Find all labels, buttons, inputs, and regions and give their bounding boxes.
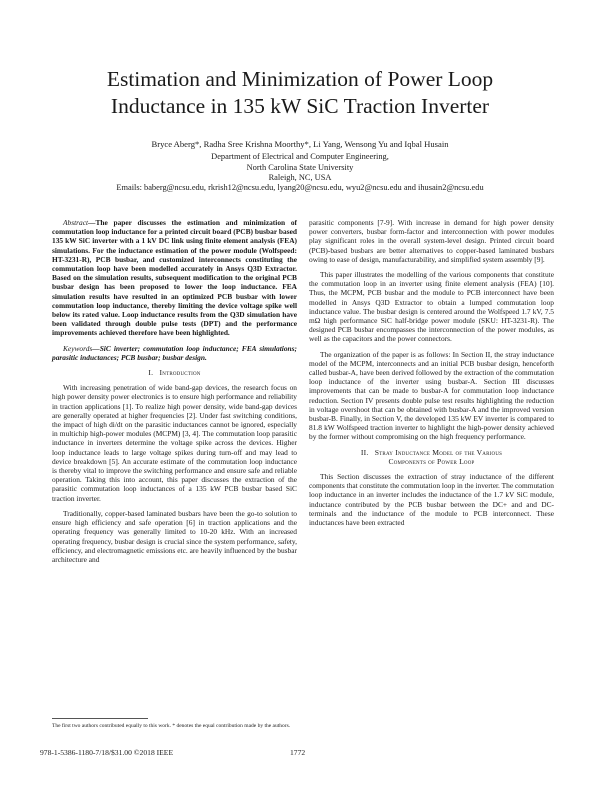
paragraph: With increasing penetration of wide band-gap devices, the research focus on high power density power electronics is to ensure high performance and reliability in traction applications [1]. To realize high power density, wide band-gap devices are generally operated at higher frequencies [2]. Under fast switching conditions, the impact of high di/dt on the parasitic inductances cannot be ignored, especially in multichip high-power modules (MCPM) [3, 4]. The commutation loop parasitic inductance in inverters determine the voltage spike across the devices. Higher loop inductance leads to large voltage spikes during turn-off and may lead to device breakdown [5]. An accurate estimate of the commutation loop inductance is thereby vital to improve the switching performance and ensure safe and reliable operation. Taking this into account, this paper discusses the extraction of the parasitic commutation loop inductances of a 135 kW PCB busbar based SiC traction inverter. bbox=[52, 383, 297, 503]
abstract bbox=[52, 218, 297, 338]
title-line-2: Inductance in 135 kW SiC Traction Inverter bbox=[110, 94, 490, 118]
paragraph: The organization of the paper is as follows: In Section II, the stray inductance model of the MCPM, interconnects and an initial PCB busbar design, henceforth called busbar-A, have been derived followed by the extraction of the commutation loop inductance of the inverter using busbar-A. Section III discusses improvements that can be made to busbar-A for commutation loop inductance reduction. Section IV presents double pulse test results highlighting the reduction in voltage overshoot that can be obtained with busbar-A and the improved version busbar-B. Finally, in Section V, the developed 135 kW EV inverter is compared to 81.8 kW Wolfspeed traction inverter to highlight the high-power density achieved by the former without compromising on the high frequency performance. bbox=[309, 349, 554, 442]
title-line-1: Estimation and Minimization of Power Loop bbox=[106, 67, 494, 91]
paragraph: parasitic components [7-9]. With increase in demand for high power density power converters, busbar form-factor and interconnection with power modules play significant roles in the overall system-level design. Printed circuit board (PCB)-based busbars are better alternatives to copper-based laminated busbars owing to ease of design, manufacturability, and simplified system assembly [9]. bbox=[309, 218, 554, 264]
abstract-label: Abstract bbox=[63, 218, 89, 227]
section-title-line-2: Components of Power Loop bbox=[388, 456, 475, 466]
footer-copyright: 978-1-5386-1180-7/18/$31.00 ©2018 IEEE bbox=[40, 748, 174, 757]
section-heading-introduction bbox=[52, 368, 297, 377]
section-heading-stray-inductance bbox=[309, 448, 554, 466]
section-number: I. bbox=[148, 368, 154, 378]
section-title: Introduction bbox=[159, 368, 201, 378]
keywords bbox=[52, 344, 297, 362]
abstract-text: —The paper discusses the estimation and minimization of commutation loop inductance for a printed circuit board (PCB) busbar based 135 kW SiC inverter with a 1 kV DC link using finite element analysis (FEA) simulations. For the inductance estimation of the power module (Wolfspeed: HT-3231-R), PCB busbar, and customized interconnects constituting the commutation loop have been modelled accurately in Ansys Q3D Extractor. Based on the simulation results, subsequent modification to the original PCB busbar design has been proposed to lower the loop inductance. FEA simulation results have resulted in an optimized PCB busbar with lower commutation loop inductance, thereby limiting the device voltage spike well below its rated value. Loop inductance results from the Q3D simulation have been validated through double pulse tests (DPT) and the performance improvements achieved therefore have been highlighted. bbox=[52, 218, 297, 338]
author-block bbox=[40, 139, 560, 193]
keywords-label: Keywords bbox=[63, 343, 93, 353]
affiliation-city: Raleigh, NC, USA bbox=[268, 172, 332, 182]
paragraph: Traditionally, copper-based laminated busbars have been the go-to solution to ensure high efficiency and safe operation [6] in traction applications and the operating frequency was generally limited to 10-20 kHz. With an increased operating frequency, busbar design is crucial since the system performance, safety, efficiency, and electromagnetic emissions etc. are heavily influenced by the busbar architecture and bbox=[52, 508, 297, 564]
right-column bbox=[309, 218, 554, 533]
affiliation-university: North Carolina State University bbox=[246, 162, 354, 172]
section-number: II. bbox=[360, 447, 369, 457]
footnote: The first two authors contributed equally to this work. * denotes the equal contribution made by the authors. bbox=[52, 723, 291, 729]
author-names: Bryce Aberg*, Radha Sree Krishna Moorthy*, Li Yang, Wensong Yu and Iqbal Husain bbox=[151, 139, 449, 149]
page-number: 1772 bbox=[290, 748, 306, 757]
paper-title bbox=[40, 66, 560, 120]
author-emails: Emails: baberg@ncsu.edu, rkrish12@ncsu.edu, lyang20@ncsu.edu, wyu2@ncsu.edu and ihusain2@ncsu.edu bbox=[116, 183, 484, 193]
affiliation-department: Department of Electrical and Computer Engineering, bbox=[211, 152, 389, 162]
left-column bbox=[52, 218, 297, 570]
section-title-line-1: Stray Inductance Model of the Various bbox=[374, 447, 503, 457]
paragraph: This Section discusses the extraction of stray inductance of the different components that constitute the commutation loop in the inverter. The commutation loop inductance in an inverter includes the inductance of the 1.7 kV SiC module, inductance contributed by the PCB busbar between the DC+ and and DC- terminals and the inductance of the module to PCB interconnect. These inductances have been extracted bbox=[309, 472, 554, 528]
paragraph: This paper illustrates the modelling of the various components that constitute the commutation loop in an inverter using finite element analysis (FEA) [10]. Thus, the MCPM, PCB busbar and the module to PCB interconnect have been modelled in Ansys Q3D Extractor to obtain a lumped commutation loop inductance value. The busbar design is centered around the Wolfspeed 1.7 kV, 7.5 mΩ high performance SiC half-bridge power module (SKU: HT-3231-R). The designed PCB busbar encompasses the interconnection of the power modules, as well as the capacitors and the power connectors. bbox=[309, 270, 554, 344]
footnote-divider bbox=[52, 718, 148, 719]
keywords-text: —SiC inverter; commutation loop inductance; FEA simulations; parasitic inductances; PCB busbar; busbar design. bbox=[52, 343, 297, 362]
